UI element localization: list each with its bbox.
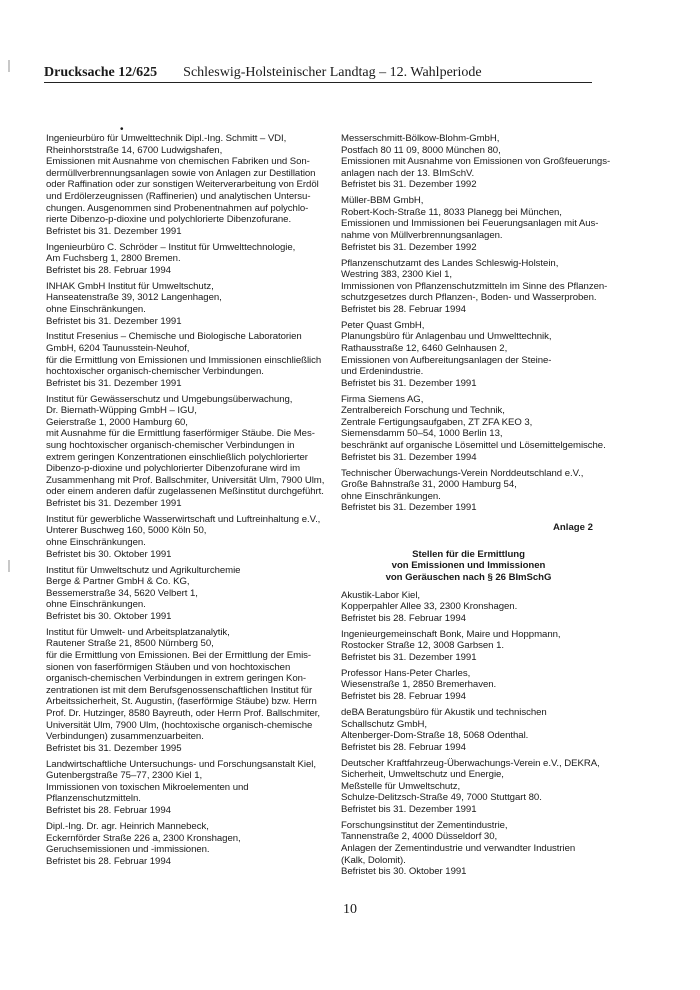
entry-line: rierte Dibenzo-p-dioxine und polychlorierte Dibenzofurane. xyxy=(46,214,292,226)
entry-line: Befristet bis 28. Februar 1994 xyxy=(46,855,171,867)
entry-line: Firma Siemens AG, xyxy=(341,393,424,405)
entry-line: Immissionen von Pflanzenschutzmitteln im Sinne des Pflanzen- xyxy=(341,280,608,292)
entry-line: Prof. Dr. Hutzinger, 8580 Bayreuth, oder Herrn Prof. Ballschmiter, xyxy=(46,707,320,719)
list-entry xyxy=(46,281,336,327)
left-column xyxy=(46,133,336,872)
entry-line: Deutscher Kraftfahrzeug-Überwachungs-Verein e.V., DEKRA, xyxy=(341,757,600,769)
annex-title-line: von Geräuschen nach § 26 BImSchG xyxy=(385,572,552,584)
entry-line: GmbH, 6204 Taunusstein-Neuhof, xyxy=(46,342,190,354)
entry-line: Zentrale Fertigungsaufgaben, ZT ZFA KEO 3, xyxy=(341,416,533,428)
entry-line: Postfach 80 11 09, 8000 München 80, xyxy=(341,144,501,156)
entry-line: Befristet bis 31. Dezember 1991 xyxy=(46,498,182,509)
list-entry xyxy=(46,331,336,389)
list-entry xyxy=(341,707,631,753)
entry-line: schutzgesetzes durch Pflanzen-, Boden- und Wasserproben. xyxy=(341,292,597,304)
list-entry xyxy=(341,133,631,191)
entry-line: Siemensdamm 50–54, 1000 Berlin 13, xyxy=(341,428,503,440)
entry-line: sionen von faserförmigen Stäuben und von hochtoxischen xyxy=(46,661,291,673)
bullet-mark: • xyxy=(120,124,124,135)
annex-title-line: Stellen für die Ermittlung xyxy=(412,548,525,560)
entry-line: Berge & Partner GmbH & Co. KG, xyxy=(46,576,190,588)
list-entry xyxy=(46,627,336,755)
entry-line: Befristet bis 28. Februar 1994 xyxy=(46,264,171,276)
entry-line: Westring 383, 2300 Kiel 1, xyxy=(341,269,453,281)
entry-line: Zentralbereich Forschung und Technik, xyxy=(341,405,505,417)
entry-line: ohne Einschränkungen. xyxy=(46,303,146,315)
entry-line: Befristet bis 31. Dezember 1995 xyxy=(46,742,182,754)
list-entry xyxy=(46,565,336,623)
entry-line: Geruchsemissionen und -immissionen. xyxy=(46,844,210,856)
list-entry xyxy=(341,320,631,390)
list-entry xyxy=(341,468,631,514)
entry-line: Institut für Umwelt- und Arbeitsplatzanalytik, xyxy=(46,626,230,638)
entry-line: Befristet bis 28. Februar 1994 xyxy=(341,691,466,703)
entry-line: Meßstelle für Umweltschutz, xyxy=(341,780,461,792)
entry-line: Emissionen von Aufbereitungsanlagen der Steine- xyxy=(341,354,552,366)
entry-line: Forschungsinstitut der Zementindustrie, xyxy=(341,819,508,831)
list-entry xyxy=(341,820,631,878)
entry-line: Befristet bis 31. Dezember 1991 xyxy=(46,225,182,237)
entry-line: Dipl.-Ing. Dr. agr. Heinrich Mannebeck, xyxy=(46,820,209,832)
entry-line: Befristet bis 28. Februar 1994 xyxy=(341,612,466,624)
entry-line: Befristet bis 31. Dezember 1991 xyxy=(341,377,477,389)
entry-line: extrem geringen Konzentrationen einschließlich polychlorierter xyxy=(46,451,308,463)
entry-line: Emissionen und Immissionen bei Feuerungsanlagen mit Aus- xyxy=(341,218,599,230)
entry-line: Anlagen der Zementindustrie und verwandter Industrien xyxy=(341,843,576,855)
entry-line: Geierstraße 1, 2000 Hamburg 60, xyxy=(46,416,188,428)
entry-line: Befristet bis 31. Dezember 1991 xyxy=(46,377,182,389)
entry-line: Institut für Umweltschutz und Agrikulturchemie xyxy=(46,564,241,576)
entry-line: Immissionen von toxischen Mikroelementen und xyxy=(46,781,249,793)
entry-line: Ingenieurbüro für Umwelttechnik Dipl.-Ing. Schmitt – VDI, xyxy=(46,133,287,144)
page-number: 10 xyxy=(343,902,357,917)
entry-line: Befristet bis 31. Dezember 1991 xyxy=(341,803,477,815)
entry-line: Verbindungen) zusammenzuarbeiten. xyxy=(46,731,204,743)
entry-line: Universität Ulm, 7900 Ulm, (hochtoxische organisch-chemische xyxy=(46,719,313,731)
entry-line: Rostocker Straße 12, 3008 Garbsen 1. xyxy=(341,640,504,652)
right-column xyxy=(341,133,631,882)
entry-line: Befristet bis 31. Dezember 1992 xyxy=(341,241,477,253)
entry-line: chungen. Ausgenommen sind Probenentnahmen auf polychlo- xyxy=(46,202,309,214)
entry-line: Pflanzenschutzmitteln. xyxy=(46,793,141,805)
list-entry xyxy=(341,629,631,664)
entry-line: Akustik-Labor Kiel, xyxy=(341,589,421,601)
entry-line: Professor Hans-Peter Charles, xyxy=(341,667,471,679)
entry-line: Befristet bis 31. Dezember 1994 xyxy=(341,451,477,463)
entry-line: hochtoxischer organisch-chemischer Verbindungen. xyxy=(46,366,264,378)
list-entry xyxy=(341,195,631,253)
entry-line: Landwirtschaftliche Untersuchungs- und Forschungsanstalt Kiel, xyxy=(46,758,316,770)
entry-line: Emissionen mit Ausnahme von chemischen Fabriken und Son- xyxy=(46,156,310,168)
entry-line: ohne Einschränkungen. xyxy=(46,599,146,611)
entry-line: ohne Einschränkungen. xyxy=(341,490,441,502)
entry-line: deBA Beratungsbüro für Akustik und technischen xyxy=(341,706,547,718)
entry-line: Pflanzenschutzamt des Landes Schleswig-Holstein, xyxy=(341,257,559,269)
entry-line: Schallschutz GmbH, xyxy=(341,718,428,730)
list-entry xyxy=(341,590,631,625)
annex-label: Anlage 2 xyxy=(553,521,593,533)
header-title: Schleswig-Holsteinischer Landtag – 12. Wahlperiode xyxy=(183,65,482,80)
entry-line: Befristet bis 28. Februar 1994 xyxy=(341,303,466,315)
entry-line: Schulze-Delitzsch-Straße 49, 7000 Stuttgart 80. xyxy=(341,792,542,804)
scan-edge-mark xyxy=(8,560,10,572)
right-entries xyxy=(341,133,631,514)
entry-line: Befristet bis 31. Dezember 1991 xyxy=(46,315,182,327)
entry-line: Rheinhorststraße 14, 6700 Ludwigshafen, xyxy=(46,144,223,156)
entry-line: Kopperpahler Allee 33, 2300 Kronshagen. xyxy=(341,601,518,613)
entry-line: Institut Fresenius – Chemische und Biologische Laboratorien xyxy=(46,331,302,343)
entry-line: Rathausstraße 12, 6460 Gelnhausen 2, xyxy=(341,342,508,354)
entry-line: INHAK GmbH Institut für Umweltschutz, xyxy=(46,280,214,292)
entry-line: Messerschmitt-Bölkow-Blohm-GmbH, xyxy=(341,133,500,144)
entry-line: Befristet bis 28. Februar 1994 xyxy=(341,741,466,753)
entry-line: Wiesenstraße 1, 2850 Bremerhaven. xyxy=(341,679,497,691)
scan-edge-mark xyxy=(8,60,10,72)
entry-line: Rautener Straße 21, 8500 Nürnberg 50, xyxy=(46,638,214,650)
entry-line: organisch-chemischen Verbindungen in extrem geringen Kon- xyxy=(46,673,307,685)
list-entry xyxy=(46,821,336,867)
list-entry xyxy=(46,514,336,560)
entry-line: Ingenieurgemeinschaft Bonk, Maire und Hoppmann, xyxy=(341,628,561,640)
entry-line: mit Ausnahme für die Ermittlung faserförmiger Stäube. Die Mes- xyxy=(46,428,315,440)
entry-line: Befristet bis 28. Februar 1994 xyxy=(46,805,171,817)
entry-line: zentrationen ist mit dem Berufsgenossenschaftlichen Institut für xyxy=(46,684,313,696)
list-entry xyxy=(46,133,336,237)
entry-line: Befristet bis 31. Dezember 1992 xyxy=(341,179,477,191)
annex-title-line: von Emissionen und Immissionen xyxy=(391,560,546,572)
entry-line: Befristet bis 30. Oktober 1991 xyxy=(341,866,467,878)
entry-line: Befristet bis 31. Dezember 1991 xyxy=(341,651,477,663)
list-entry xyxy=(341,758,631,816)
entry-line: Robert-Koch-Straße 11, 8033 Planegg bei München, xyxy=(341,206,562,218)
entry-line: Zusammenhang mit Prof. Ballschmiter, Universität Ulm, 7900 Ulm, xyxy=(46,474,325,486)
entry-line: Befristet bis 30. Oktober 1991 xyxy=(46,610,172,622)
entry-line: ohne Einschränkungen. xyxy=(46,537,146,549)
entry-line: Dibenzo-p-dioxine und polychlorierter Dibenzofurane wird im xyxy=(46,463,301,475)
entry-line: für die Ermittlung von Emissionen. Bei der Ermittlung der Emis- xyxy=(46,650,312,662)
entry-line: Dr. Biernath-Wüpping GmbH – IGU, xyxy=(46,405,197,417)
list-entry xyxy=(341,668,631,703)
entry-line: (Kalk, Dolomit). xyxy=(341,854,406,866)
list-entry xyxy=(341,258,631,316)
entry-line: Ingenieurbüro C. Schröder – Institut für Umwelttechnologie, xyxy=(46,241,296,253)
document-number: Drucksache 12/625 xyxy=(44,65,158,80)
entry-line: beschränkt auf organische Lösemittel und Lösemittelgemische. xyxy=(341,440,606,452)
entry-line: Müller-BBM GmbH, xyxy=(341,195,424,207)
entry-line: Technischer Überwachungs-Verein Norddeutschland e.V., xyxy=(341,467,584,479)
entry-line: nahme von Müllverbrennungsanlagen. xyxy=(341,230,503,242)
entry-line: Planungsbüro für Anlagenbau und Umwelttechnik, xyxy=(341,331,552,343)
entry-line: Altenberger-Dom-Straße 18, 5068 Odenthal. xyxy=(341,730,529,742)
entry-line: Sicherheit, Umweltschutz und Energie, xyxy=(341,769,504,781)
entry-line: Arbeitssicherheit, St. Augustin, (faserförmige Stäube) bzw. Herrn xyxy=(46,696,317,708)
entry-line: Institut für Gewässerschutz und Umgebungsüberwachung, xyxy=(46,393,293,405)
entry-line: Befristet bis 30. Oktober 1991 xyxy=(46,548,172,560)
entry-line: und Erdölerzeugnissen (Raffinerien) und analytischen Untersu- xyxy=(46,190,311,202)
page-header xyxy=(44,63,592,83)
list-entry xyxy=(46,394,336,510)
entry-line: Am Fuchsberg 1, 2800 Bremen. xyxy=(46,253,181,265)
entry-line: Hanseatenstraße 39, 3012 Langenhagen, xyxy=(46,292,222,304)
entry-line: und Erdenindustrie. xyxy=(341,366,424,378)
entry-line: Eckernförder Straße 226 a, 2300 Kronshagen, xyxy=(46,832,241,844)
entry-line: für die Ermittlung von Emissionen und Immissionen einschließlich xyxy=(46,354,322,366)
annex-title xyxy=(341,549,596,584)
entry-line: Bessemerstraße 34, 5620 Velbert 1, xyxy=(46,587,198,599)
list-entry xyxy=(46,242,336,277)
list-entry xyxy=(341,394,631,464)
entry-line: Institut für gewerbliche Wasserwirtschaft und Luftreinhaltung e.V., xyxy=(46,513,321,525)
entry-line: sung hochtoxischer organisch-chemischer Verbindungen in xyxy=(46,440,295,452)
entry-line: Unterer Buschweg 160, 5000 Köln 50, xyxy=(46,525,207,537)
entry-line: oder Raffination oder zur sonstigen Weiterverarbeitung von Erdöl xyxy=(46,179,319,191)
entry-line: Befristet bis 31. Dezember 1991 xyxy=(341,502,477,514)
entry-line: dermüllverbrennungsanlagen sowie von Anlagen zur Destillation xyxy=(46,167,316,179)
entry-line: Gutenbergstraße 75–77, 2300 Kiel 1, xyxy=(46,770,203,782)
annex-entries xyxy=(341,590,631,878)
entry-line: Tannenstraße 2, 4000 Düsseldorf 30, xyxy=(341,831,498,843)
entry-line: anlagen nach der 13. BImSchV. xyxy=(341,167,475,179)
entry-line: Peter Quast GmbH, xyxy=(341,319,425,331)
entry-line: Emissionen mit Ausnahme von Emissionen von Großfeuerungs- xyxy=(341,156,611,168)
entry-line: Große Bahnstraße 31, 2000 Hamburg 54, xyxy=(341,479,517,491)
entry-line: oder einem anderen dafür zugelassenen Meßinstitut durchgeführt. xyxy=(46,486,324,498)
list-entry xyxy=(46,759,336,817)
